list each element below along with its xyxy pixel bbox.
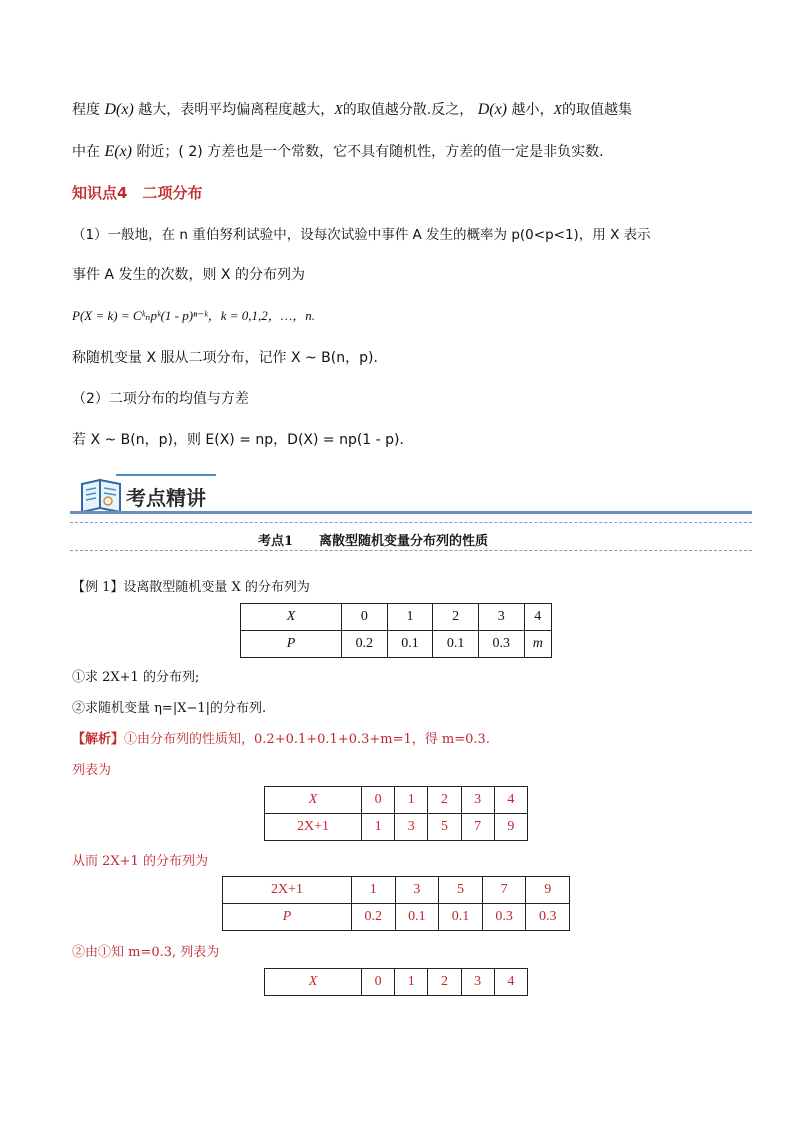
table-cell: 1 xyxy=(352,877,396,904)
table-2x1-distribution xyxy=(222,876,570,931)
book-icon xyxy=(78,474,126,514)
table-cell: 1 xyxy=(362,814,395,841)
table-cell: 0.1 xyxy=(387,631,433,658)
text: 附近；( 2) 方差也是一个常数，它不具有随机性，方差的值一定是非负实数. xyxy=(136,144,604,160)
section-heading-binomial: 知识点4 二项分布 xyxy=(72,184,203,202)
banner-rule-dashed xyxy=(70,522,752,523)
question-1: ①求 2X+1 的分布列; xyxy=(72,670,200,685)
table-cell: 5 xyxy=(439,877,483,904)
binomial-formula: P(X = k) = Cᵏₙpᵏ(1 - p)ⁿ⁻ᵏ，k = 0,1,2，…，n. xyxy=(72,308,316,323)
section-banner xyxy=(70,470,754,530)
table-row xyxy=(223,904,570,931)
table-cell: 0 xyxy=(362,787,395,814)
text: 程度 xyxy=(72,102,100,118)
solution-line3: 从而 2X+1 的分布列为 xyxy=(72,854,208,869)
table-cell: 0.2 xyxy=(352,904,396,931)
banner-swoosh xyxy=(116,474,216,476)
math-x: X xyxy=(553,103,563,118)
table-cell: 2 xyxy=(428,787,461,814)
table-cell: 0 xyxy=(342,604,388,631)
text: 的取值越分散.反之， xyxy=(342,102,474,118)
table-cell: 0.3 xyxy=(478,631,524,658)
math-x: X xyxy=(334,103,343,118)
binomial-notation: 称随机变量 X 服从二项分布，记作 X ~ B(n，p)． xyxy=(72,350,388,366)
binomial-def-line2: 事件 A 发生的次数，则 X 的分布列为 xyxy=(72,267,305,283)
distribution-table-x xyxy=(240,603,552,658)
table-cell: 1 xyxy=(395,969,428,996)
table-cell: P xyxy=(223,904,352,931)
table-row xyxy=(241,604,552,631)
table-cell: 3 xyxy=(461,969,494,996)
table-cell: 2X+1 xyxy=(223,877,352,904)
solution-line1 xyxy=(72,728,490,747)
text: 的取值越集 xyxy=(562,102,633,118)
table-cell: 3 xyxy=(461,787,494,814)
paragraph-variance-line2 xyxy=(72,142,604,162)
topic-title: 考点1 离散型随机变量分布列的性质 xyxy=(258,534,489,549)
table-cell: 0.3 xyxy=(482,904,526,931)
table-cell: 1 xyxy=(387,604,433,631)
table-row xyxy=(265,814,528,841)
table-cell: 5 xyxy=(428,814,461,841)
table-cell: 3 xyxy=(395,814,428,841)
table-cell: 2 xyxy=(428,969,461,996)
table-cell: 4 xyxy=(524,604,552,631)
solution-text: ①由分布列的性质知，0.2+0.1+0.1+0.3+m=1，得 m=0.3. xyxy=(124,732,490,747)
binomial-mean-variance-heading: （2）二项分布的均值与方差 xyxy=(72,391,249,407)
text: 越大，表明平均偏离程度越大， xyxy=(138,102,335,118)
table-row xyxy=(223,877,570,904)
table-row xyxy=(265,969,528,996)
table-cell: 0 xyxy=(362,969,395,996)
math-ex: E(x) xyxy=(104,143,132,160)
table-cell: X xyxy=(265,787,362,814)
table-cell: 0.2 xyxy=(342,631,388,658)
table-cell: 9 xyxy=(526,877,570,904)
text: 越小， xyxy=(511,102,554,118)
banner-title: 考点精讲 xyxy=(126,486,206,510)
banner-rule-solid xyxy=(70,511,752,514)
solution-line2: 列表为 xyxy=(72,763,112,778)
table-cell: 0.1 xyxy=(433,631,479,658)
table-cell: 9 xyxy=(494,814,527,841)
table-cell: 2 xyxy=(433,604,479,631)
math-dx: D(x) xyxy=(104,101,134,118)
table-cell: 0.3 xyxy=(526,904,570,931)
table-cell: 4 xyxy=(494,787,527,814)
solution-line4: ②由①知 m=0.3, 列表为 xyxy=(72,945,220,960)
table-cell: X xyxy=(241,604,342,631)
math-dx: D(x) xyxy=(477,101,507,118)
question-2: ②求随机变量 η=|X−1|的分布列. xyxy=(72,701,267,716)
table-cell: P xyxy=(241,631,342,658)
paragraph-variance-line1 xyxy=(72,100,632,121)
table-cell: 2X+1 xyxy=(265,814,362,841)
table-cell: m xyxy=(524,631,552,658)
binomial-mean-variance-formula: 若 X ~ B(n，p)，则 E(X) = np，D(X) = np(1 - p)． xyxy=(72,432,414,448)
table-cell: 1 xyxy=(395,787,428,814)
table-row xyxy=(265,787,528,814)
table-cell: 3 xyxy=(395,877,439,904)
table-cell: 7 xyxy=(461,814,494,841)
table-cell: X xyxy=(265,969,362,996)
table-cell: 4 xyxy=(494,969,527,996)
table-cell: 3 xyxy=(478,604,524,631)
table-x-eta xyxy=(264,968,528,996)
table-x-2x1 xyxy=(264,786,528,841)
solution-label: 【解析】 xyxy=(72,732,125,747)
text: 中在 xyxy=(72,144,100,160)
topic-rule-dashed xyxy=(70,550,752,551)
table-row xyxy=(241,631,552,658)
table-cell: 0.1 xyxy=(395,904,439,931)
table-cell: 7 xyxy=(482,877,526,904)
example-intro: 【例 1】设离散型随机变量 X 的分布列为 xyxy=(72,580,310,595)
binomial-def-line1: （1）一般地，在 n 重伯努利试验中，设每次试验中事件 A 发生的概率为 p(0<p<1)，用 X 表示 xyxy=(72,227,651,243)
table-cell: 0.1 xyxy=(439,904,483,931)
